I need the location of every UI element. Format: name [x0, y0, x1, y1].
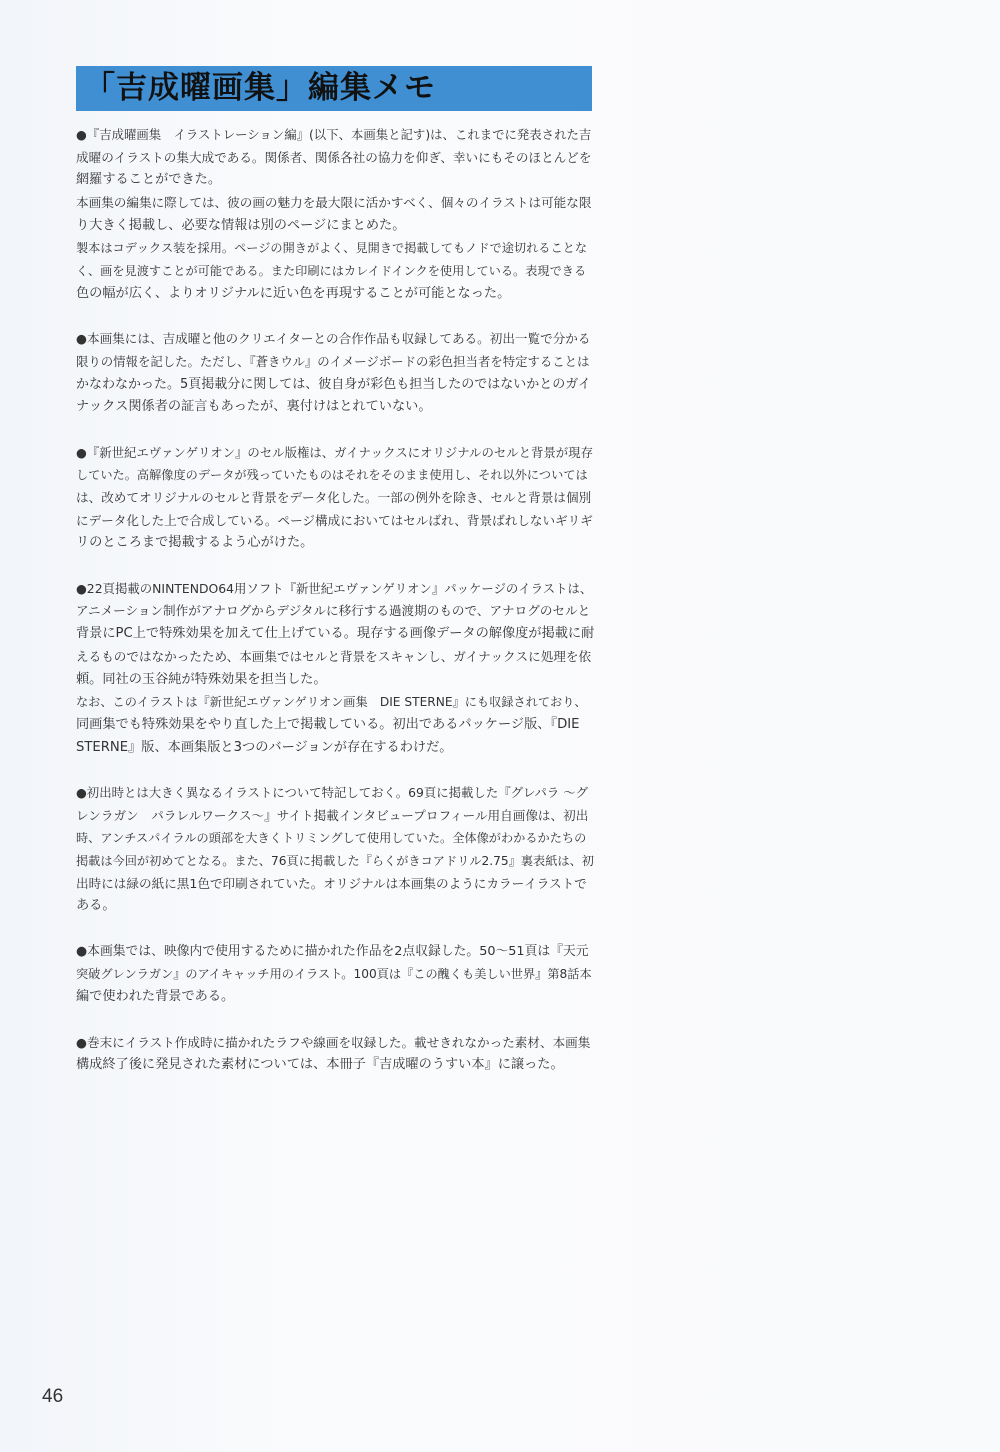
text-line: えるものではなかったため、本画集ではセルと背景をスキャンし、ガイナックスに処理を依 [76, 648, 592, 664]
text-line: ●本画集には、吉成曜と他のクリエイターとの合作作品も収録してある。初出一覧で分かる [76, 331, 591, 347]
body-text [76, 124, 594, 1100]
text-line: 同画集でも特殊効果をやり直した上で掲載している。初出であるパッケージ版、『DIE [76, 716, 580, 732]
text-line: ナックス関係者の証言もあったが、裏付けはとれていない。 [76, 399, 432, 415]
page-title: 「吉成曜画集」編集メモ [84, 70, 436, 106]
text-line: ●『新世紀エヴァンゲリオン』のセル版権は、ガイナックスにオリジナルのセルと背景が現存 [76, 444, 593, 460]
text-line: ●本画集では、映像内で使用するために描かれた作品を2点収録した。50～51頁は『天元 [76, 943, 589, 959]
page-number: 46 [42, 1386, 64, 1407]
text-line: 網羅することができた。 [76, 172, 222, 188]
text-line: ●22頁掲載のNINTENDO64用ソフト『新世紀エヴァンゲリオン』パッケージのイラストは、 [76, 580, 593, 596]
paragraph [76, 578, 594, 760]
paragraph [76, 328, 594, 419]
text-line: り大きく掲載し、必要な情報は別のページにまとめた。 [76, 217, 406, 233]
text-line: 編で使われた背景である。 [76, 989, 235, 1005]
text-line: 構成終了後に発見された素材については、本冊子『吉成曜のうすい本』に譲った。 [76, 1057, 564, 1073]
text-line: STERNE』版、本画集版と3つのバージョンが存在するわけだ。 [76, 739, 453, 755]
text-line: は、改めてオリジナルのセルと背景をデータ化した。一部の例外を除き、セルと背景は個別 [76, 490, 592, 505]
text-line: 製本はコデックス装を採用。ページの開きがよく、見開きで掲載してもノドで途切れることな [76, 241, 588, 256]
text-line: 限りの情報を記した。ただし、『蒼きウル』のイメージボードの彩色担当者を特定することは [76, 353, 590, 369]
text-line: ●初出時とは大きく異なるイラストについて特記しておく。69頁に掲載した『グレパラ ～グ [76, 784, 589, 800]
text-line: 頼。同社の玉谷純が特殊効果を担当した。 [76, 671, 327, 687]
text-line: ●巻末にイラスト作成時に描かれたラフや線画を収録した。載せきれなかった素材、本画集 [76, 1034, 591, 1050]
paragraph [76, 442, 594, 555]
text-line: 時、アンチスパイラルの頭部を大きくトリミングして使用していた。全体像がわかるかたちの [76, 831, 587, 846]
text-line: 背景にPC上で特殊効果を加えて仕上げている。現存する画像データの解像度が掲載に耐 [76, 626, 594, 642]
paragraph [76, 941, 594, 1009]
text-line: していた。高解像度のデータが残っていたものはそれをそのまま使用し、それ以外については [76, 468, 588, 483]
text-line: 突破グレンラガン』のアイキャッチ用のイラスト。100頁は『この醜くも美しい世界』第8話本 [76, 967, 592, 982]
text-line: レンラガン パラレルワークス～』サイト掲載インタビュープロフィール用自画像は、初出 [76, 807, 589, 823]
text-line: ●『吉成曜画集 イラストレーション編』(以下、本画集と記す)は、これまでに発表された吉 [76, 127, 592, 142]
paragraph [76, 124, 594, 306]
text-line: ある。 [76, 898, 116, 914]
text-line: く、画を見渡すことが可能である。また印刷にはカレイドインクを使用している。表現できる [76, 264, 587, 279]
text-line: アニメーション制作がアナログからデジタルに移行する過渡期のもので、アナログのセルと [76, 603, 591, 619]
text-line: リのところまで掲載するよう心がけた。 [76, 535, 314, 551]
paragraph [76, 782, 594, 918]
text-line: 本画集の編集に際しては、彼の画の魅力を最大限に活かすべく、個々のイラストは可能な限 [76, 195, 592, 211]
text-line: かなわなかった。5頁掲載分に関しては、彼自身が彩色も担当したのではないかとのガイ [76, 376, 591, 392]
text-line: 出時には緑の紙に黒1色で印刷されていた。オリジナルは本画集のようにカラーイラストで [76, 875, 587, 891]
paragraph [76, 1032, 594, 1077]
text-line: にデータ化した上で合成している。ページ構成においてはセルばれ、背景ばれしないギリギ [76, 512, 593, 528]
text-line: 掲載は今回が初めてとなる。また、76頁に掲載した『らくがきコアドリル2.75』裏表紙は、初 [76, 854, 594, 868]
text-line: 成曜のイラストの集大成である。関係者、関係各社の協力を仰ぎ、幸いにもそのほとんどを [76, 149, 592, 165]
text-line: なお、このイラストは『新世紀エヴァンゲリオン画集 DIE STERNE』にも収録されており、 [76, 695, 587, 710]
text-line: 色の幅が広く、よりオリジナルに近い色を再現することが可能となった。 [76, 285, 511, 301]
